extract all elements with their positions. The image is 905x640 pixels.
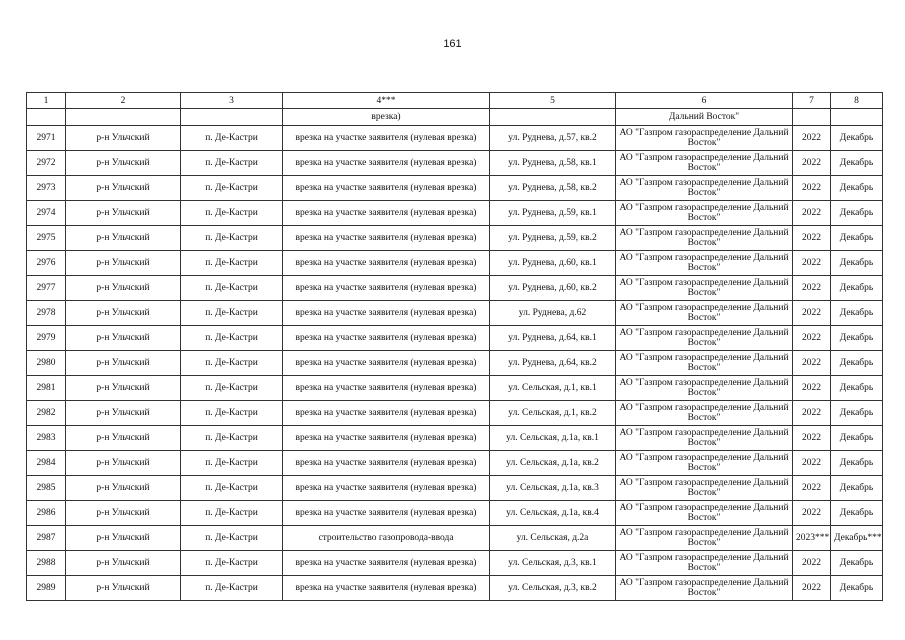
cell-locality: п. Де-Кастри (181, 501, 283, 526)
cell-work-type: врезка на участке заявителя (нулевая врезка) (283, 326, 490, 351)
cell-district: р-н Ульчский (66, 351, 181, 376)
cell-month: Декабрь (831, 551, 883, 576)
cell-district: р-н Ульчский (66, 276, 181, 301)
cell-year: 2023*** (793, 526, 831, 551)
table-row (27, 176, 883, 201)
cell-year: 2022 (793, 151, 831, 176)
cell-year: 2022 (793, 301, 831, 326)
table-row (27, 201, 883, 226)
table-row (27, 326, 883, 351)
cell-organization: АО "Газпром газораспределение Дальний Восток" (616, 126, 793, 151)
cell-num: 2975 (27, 226, 66, 251)
table-row (27, 376, 883, 401)
cell-work-type: врезка на участке заявителя (нулевая врезка) (283, 251, 490, 276)
cell-locality (181, 109, 283, 126)
cell-district: р-н Ульчский (66, 576, 181, 601)
cell-district: р-н Ульчский (66, 226, 181, 251)
table-row (27, 351, 883, 376)
cell-district: р-н Ульчский (66, 376, 181, 401)
cell-district: 2 (66, 93, 181, 109)
cell-month: Декабрь*** (831, 526, 883, 551)
cell-num: 2980 (27, 351, 66, 376)
cell-month: Декабрь (831, 326, 883, 351)
cell-locality: п. Де-Кастри (181, 301, 283, 326)
table-row (27, 426, 883, 451)
cell-work-type: врезка на участке заявителя (нулевая врезка) (283, 351, 490, 376)
cell-work-type: врезка на участке заявителя (нулевая врезка) (283, 301, 490, 326)
cell-district: р-н Ульчский (66, 201, 181, 226)
cell-year: 2022 (793, 251, 831, 276)
cell-year: 2022 (793, 126, 831, 151)
cell-district: р-н Ульчский (66, 326, 181, 351)
table-row (27, 126, 883, 151)
cell-work-type: врезка на участке заявителя (нулевая врезка) (283, 151, 490, 176)
cell-month: Декабрь (831, 151, 883, 176)
cell-month: Декабрь (831, 426, 883, 451)
cell-organization: АО "Газпром газораспределение Дальний Восток" (616, 376, 793, 401)
cell-work-type: врезка на участке заявителя (нулевая врезка) (283, 426, 490, 451)
cell-month: Декабрь (831, 401, 883, 426)
cell-address: ул. Руднева, д.64, кв.2 (490, 351, 616, 376)
cell-num: 2977 (27, 276, 66, 301)
cell-num: 2987 (27, 526, 66, 551)
cell-address: ул. Сельская, д.1а, кв.4 (490, 501, 616, 526)
cell-organization: АО "Газпром газораспределение Дальний Восток" (616, 451, 793, 476)
cell-organization: АО "Газпром газораспределение Дальний Восток" (616, 276, 793, 301)
cell-address: ул. Руднева, д.64, кв.1 (490, 326, 616, 351)
cell-district: р-н Ульчский (66, 251, 181, 276)
cell-month: Декабрь (831, 451, 883, 476)
cell-month: Декабрь (831, 376, 883, 401)
cell-district: р-н Ульчский (66, 476, 181, 501)
cell-address: ул. Сельская, д.1, кв.2 (490, 401, 616, 426)
cell-address (490, 109, 616, 126)
cell-year: 2022 (793, 201, 831, 226)
cell-work-type: врезка на участке заявителя (нулевая врезка) (283, 276, 490, 301)
header-row (27, 93, 883, 109)
cell-address: ул. Руднева, д.59, кв.1 (490, 201, 616, 226)
cell-num: 2989 (27, 576, 66, 601)
table-row (27, 551, 883, 576)
cell-address: 5 (490, 93, 616, 109)
cell-locality: п. Де-Кастри (181, 551, 283, 576)
cell-locality: п. Де-Кастри (181, 201, 283, 226)
cell-year: 2022 (793, 176, 831, 201)
cell-month: Декабрь (831, 576, 883, 601)
cell-work-type: врезка на участке заявителя (нулевая врезка) (283, 176, 490, 201)
cell-locality: п. Де-Кастри (181, 176, 283, 201)
cell-num: 2983 (27, 426, 66, 451)
cell-locality: п. Де-Кастри (181, 401, 283, 426)
cell-organization: АО "Газпром газораспределение Дальний Восток" (616, 201, 793, 226)
table-row (27, 576, 883, 601)
cell-address: ул. Сельская, д.3, кв.2 (490, 576, 616, 601)
cell-num: 2988 (27, 551, 66, 576)
cell-address: ул. Сельская, д.1а, кв.1 (490, 426, 616, 451)
cell-organization: АО "Газпром газораспределение Дальний Восток" (616, 551, 793, 576)
table-row (27, 401, 883, 426)
cell-address: ул. Руднева, д.60, кв.2 (490, 276, 616, 301)
cell-address: ул. Руднева, д.58, кв.1 (490, 151, 616, 176)
table-row (27, 526, 883, 551)
cell-work-type: врезка на участке заявителя (нулевая врезка) (283, 126, 490, 151)
cell-organization: АО "Газпром газораспределение Дальний Восток" (616, 301, 793, 326)
cell-address: ул. Руднева, д.58, кв.2 (490, 176, 616, 201)
cell-year: 2022 (793, 501, 831, 526)
page-number: 161 (443, 38, 462, 50)
cell-organization: АО "Газпром газораспределение Дальний Восток" (616, 176, 793, 201)
cell-num: 2986 (27, 501, 66, 526)
cell-year: 2022 (793, 401, 831, 426)
cell-address: ул. Сельская, д.3, кв.1 (490, 551, 616, 576)
cell-num: 2972 (27, 151, 66, 176)
cell-district: р-н Ульчский (66, 451, 181, 476)
cell-year: 2022 (793, 576, 831, 601)
cell-num: 2979 (27, 326, 66, 351)
cell-month: Декабрь (831, 251, 883, 276)
cell-year: 2022 (793, 326, 831, 351)
cell-month: Декабрь (831, 176, 883, 201)
cell-organization: АО "Газпром газораспределение Дальний Восток" (616, 401, 793, 426)
cell-locality: п. Де-Кастри (181, 576, 283, 601)
cell-locality: п. Де-Кастри (181, 451, 283, 476)
continuation-row (27, 109, 883, 126)
table-row (27, 251, 883, 276)
cell-address: ул. Сельская, д.2а (490, 526, 616, 551)
cell-month: Декабрь (831, 476, 883, 501)
cell-address: ул. Руднева, д.62 (490, 301, 616, 326)
cell-organization: АО "Газпром газораспределение Дальний Восток" (616, 351, 793, 376)
cell-num: 2974 (27, 201, 66, 226)
cell-organization: Дальний Восток" (616, 109, 793, 126)
table-row (27, 476, 883, 501)
cell-num: 2973 (27, 176, 66, 201)
cell-month: 8 (831, 93, 883, 109)
table-row (27, 226, 883, 251)
cell-locality: п. Де-Кастри (181, 276, 283, 301)
table-row (27, 301, 883, 326)
cell-month: Декабрь (831, 351, 883, 376)
cell-organization: АО "Газпром газораспределение Дальний Восток" (616, 576, 793, 601)
cell-num: 2985 (27, 476, 66, 501)
cell-year: 7 (793, 93, 831, 109)
cell-organization: АО "Газпром газораспределение Дальний Восток" (616, 251, 793, 276)
cell-locality: п. Де-Кастри (181, 376, 283, 401)
table-row (27, 276, 883, 301)
cell-year: 2022 (793, 476, 831, 501)
cell-year: 2022 (793, 451, 831, 476)
cell-organization: АО "Газпром газораспределение Дальний Восток" (616, 226, 793, 251)
cell-locality: п. Де-Кастри (181, 476, 283, 501)
cell-organization: АО "Газпром газораспределение Дальний Восток" (616, 326, 793, 351)
cell-work-type: врезка на участке заявителя (нулевая врезка) (283, 576, 490, 601)
cell-month: Декабрь (831, 301, 883, 326)
cell-work-type: врезка на участке заявителя (нулевая врезка) (283, 376, 490, 401)
cell-district: р-н Ульчский (66, 126, 181, 151)
cell-num (27, 109, 66, 126)
gas-connection-table (26, 92, 883, 601)
cell-address: ул. Руднева, д.59, кв.2 (490, 226, 616, 251)
cell-month: Декабрь (831, 276, 883, 301)
cell-num: 2976 (27, 251, 66, 276)
cell-num: 2978 (27, 301, 66, 326)
cell-work-type: врезка на участке заявителя (нулевая врезка) (283, 401, 490, 426)
cell-organization: АО "Газпром газораспределение Дальний Восток" (616, 426, 793, 451)
cell-year: 2022 (793, 426, 831, 451)
cell-work-type: врезка на участке заявителя (нулевая врезка) (283, 226, 490, 251)
cell-work-type: врезка на участке заявителя (нулевая врезка) (283, 201, 490, 226)
cell-year (793, 109, 831, 126)
cell-locality: п. Де-Кастри (181, 151, 283, 176)
cell-num: 2982 (27, 401, 66, 426)
cell-district: р-н Ульчский (66, 176, 181, 201)
cell-locality: п. Де-Кастри (181, 251, 283, 276)
cell-locality: п. Де-Кастри (181, 226, 283, 251)
cell-locality: п. Де-Кастри (181, 351, 283, 376)
cell-organization: АО "Газпром газораспределение Дальний Восток" (616, 151, 793, 176)
cell-address: ул. Сельская, д.1, кв.1 (490, 376, 616, 401)
cell-work-type: врезка) (283, 109, 490, 126)
cell-num: 1 (27, 93, 66, 109)
cell-month (831, 109, 883, 126)
cell-year: 2022 (793, 551, 831, 576)
cell-address: ул. Руднева, д.60, кв.1 (490, 251, 616, 276)
cell-district: р-н Ульчский (66, 426, 181, 451)
cell-locality: п. Де-Кастри (181, 526, 283, 551)
cell-num: 2984 (27, 451, 66, 476)
cell-address: ул. Сельская, д.1а, кв.2 (490, 451, 616, 476)
cell-work-type: врезка на участке заявителя (нулевая врезка) (283, 501, 490, 526)
cell-address: ул. Руднева, д.57, кв.2 (490, 126, 616, 151)
cell-organization: 6 (616, 93, 793, 109)
cell-organization: АО "Газпром газораспределение Дальний Восток" (616, 476, 793, 501)
cell-month: Декабрь (831, 201, 883, 226)
cell-work-type: врезка на участке заявителя (нулевая врезка) (283, 551, 490, 576)
cell-organization: АО "Газпром газораспределение Дальний Восток" (616, 501, 793, 526)
cell-year: 2022 (793, 276, 831, 301)
cell-year: 2022 (793, 376, 831, 401)
cell-locality: п. Де-Кастри (181, 426, 283, 451)
cell-work-type: строительство газопровода-ввода (283, 526, 490, 551)
cell-locality: 3 (181, 93, 283, 109)
cell-year: 2022 (793, 351, 831, 376)
cell-month: Декабрь (831, 226, 883, 251)
cell-organization: АО "Газпром газораспределение Дальний Восток" (616, 526, 793, 551)
table-row (27, 451, 883, 476)
cell-address: ул. Сельская, д.1а, кв.3 (490, 476, 616, 501)
cell-district: р-н Ульчский (66, 551, 181, 576)
cell-work-type: врезка на участке заявителя (нулевая врезка) (283, 476, 490, 501)
cell-district: р-н Ульчский (66, 301, 181, 326)
cell-year: 2022 (793, 226, 831, 251)
cell-district: р-н Ульчский (66, 526, 181, 551)
cell-district: р-н Ульчский (66, 501, 181, 526)
cell-num: 2981 (27, 376, 66, 401)
cell-num: 2971 (27, 126, 66, 151)
table-row (27, 151, 883, 176)
table-row (27, 501, 883, 526)
cell-month: Декабрь (831, 501, 883, 526)
cell-district: р-н Ульчский (66, 151, 181, 176)
cell-district: р-н Ульчский (66, 401, 181, 426)
cell-locality: п. Де-Кастри (181, 126, 283, 151)
cell-locality: п. Де-Кастри (181, 326, 283, 351)
cell-work-type: 4*** (283, 93, 490, 109)
cell-month: Декабрь (831, 126, 883, 151)
cell-district (66, 109, 181, 126)
cell-work-type: врезка на участке заявителя (нулевая врезка) (283, 451, 490, 476)
